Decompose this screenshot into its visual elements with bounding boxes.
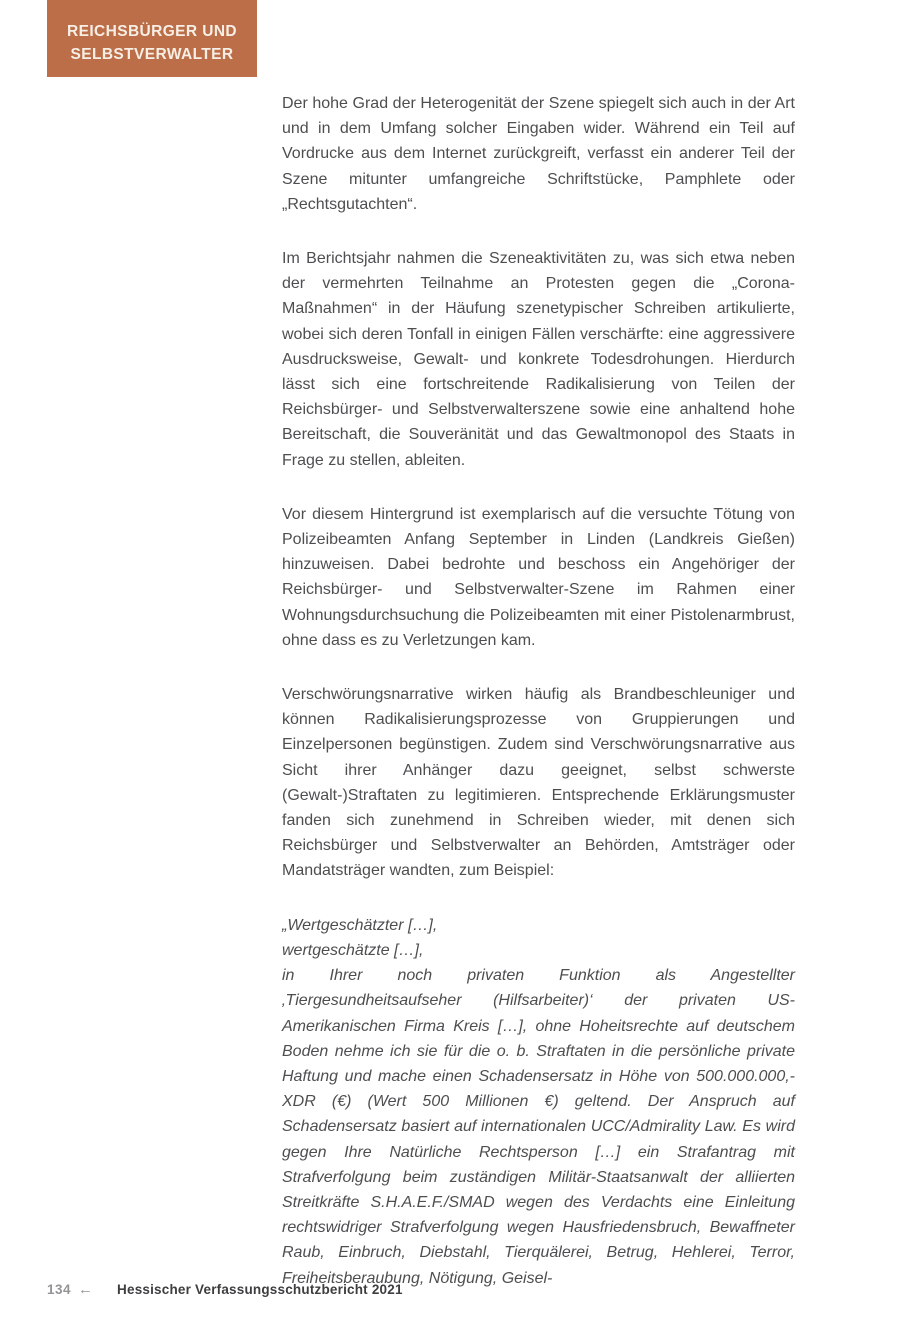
body-paragraph: Im Berichtsjahr nahmen die Szeneaktivitäten zu, was sich etwa neben der vermehrten Teilnahme an Protesten gegen die „Corona-Maßnahmen“ in der Häufung szenetypischer Schreiben artikulierte, wobei sich deren Tonfall in einigen Fällen verschärfte: eine aggressivere Ausdrucksweise, Gewalt- und konkrete Todesdrohungen. Hierdurch lässt sich eine fortschreitende Radikalisierung von Teilen der Reichsbürger- und Selbstverwalterszene sowie eine anhaltend hohe Bereitschaft, die Souveränität und das Gewaltmonopol des Staats in Frage zu stellen, ableiten. — [282, 250, 795, 469]
chapter-badge — [47, 0, 257, 77]
blockquote — [282, 913, 795, 1291]
quote-salutation-line2: wertgeschätzte […], — [282, 941, 424, 959]
body-paragraph: Der hohe Grad der Heterogenität der Szene spiegelt sich auch in der Art und in dem Umfang solcher Eingaben wider. Während ein Teil auf Vordrucke aus dem Internet zurückgreift, verfasst ein anderer Teil der Szene mitunter umfangreiche Schriftstücke, Pamphlete oder „Rechtsgutachten“. — [282, 95, 795, 213]
body-paragraph: Verschwörungsnarrative wirken häufig als Brandbeschleuniger und können Radikalisierungsprozesse von Gruppierungen und Einzelpersonen begünstigen. Zudem sind Verschwörungsnarrative aus Sicht ihrer Anhänger dazu geeignet, selbst schwerste (Gewalt-)Straftaten zu legitimieren. Entsprechende Erklärungsmuster fanden sich zunehmend in Schreiben wieder, mit denen sich Reichsbürger und Selbstverwalter an Behörden, Amtsträger oder Mandatsträger wandten, zum Beispiel: — [282, 686, 795, 880]
chapter-badge-line1: REICHSBÜRGER UND — [66, 22, 238, 40]
chapter-badge-line2: SELBSTVERWALTER — [70, 45, 234, 63]
body-text-column — [282, 91, 795, 1291]
report-title: Hessischer Verfassungsschutzbericht 2021 — [117, 1282, 403, 1297]
quote-body: in Ihrer noch privaten Funktion als Angestellter ‚Tiergesundheitsaufseher (Hilfsarbeiter)‘ der privaten US- Amerikanischen Firma Kreis […], ohne Hoheitsrechte auf deutschem Boden nehme ich sie für die o. b. Straftaten in die persönliche private Haftung und mache einen Schadensersatz in Höhe von 500.000.000,- XDR (€) (Wert 500 Millionen €) geltend. Der Anspruch auf Schadensersatz basiert auf internationalen UCC/Admirality Law. Es wird gegen Ihre Natürliche Rechtsperson […] ein Strafantrag mit Strafverfolgung beim zuständigen Militär-Staatsanwalt der alliierten Streitkräfte S.H.A.E.F./SMAD wegen des Verdachts eine Einleitung rechtswidriger Strafverfolgung wegen Hausfriedensbruch, Bewaffneter Raub, Einbruch, Diebstahl, Tierquälerei, Betrug, Hehlerei, Terror, Freiheitsberaubung, Nötigung, Geisel- — [282, 967, 795, 1287]
page-footer — [47, 1281, 847, 1298]
body-paragraph: Vor diesem Hintergrund ist exemplarisch auf die versuchte Tötung von Polizeibeamten Anfang September in Linden (Landkreis Gießen) hinzuweisen. Dabei bedrohte und beschoss ein Angehöriger der Reichsbürger- und Selbstverwalter-Szene im Rahmen einer Wohnungsdurchsuchung die Polizeibeamten mit einer Pistolenarmbrust, ohne dass es zu Verletzungen kam. — [282, 505, 795, 649]
quote-salutation-line1: „Wertgeschätzter […], — [282, 916, 438, 934]
page-number: 134 — [47, 1282, 72, 1297]
left-arrow-icon: ← — [78, 1281, 94, 1298]
